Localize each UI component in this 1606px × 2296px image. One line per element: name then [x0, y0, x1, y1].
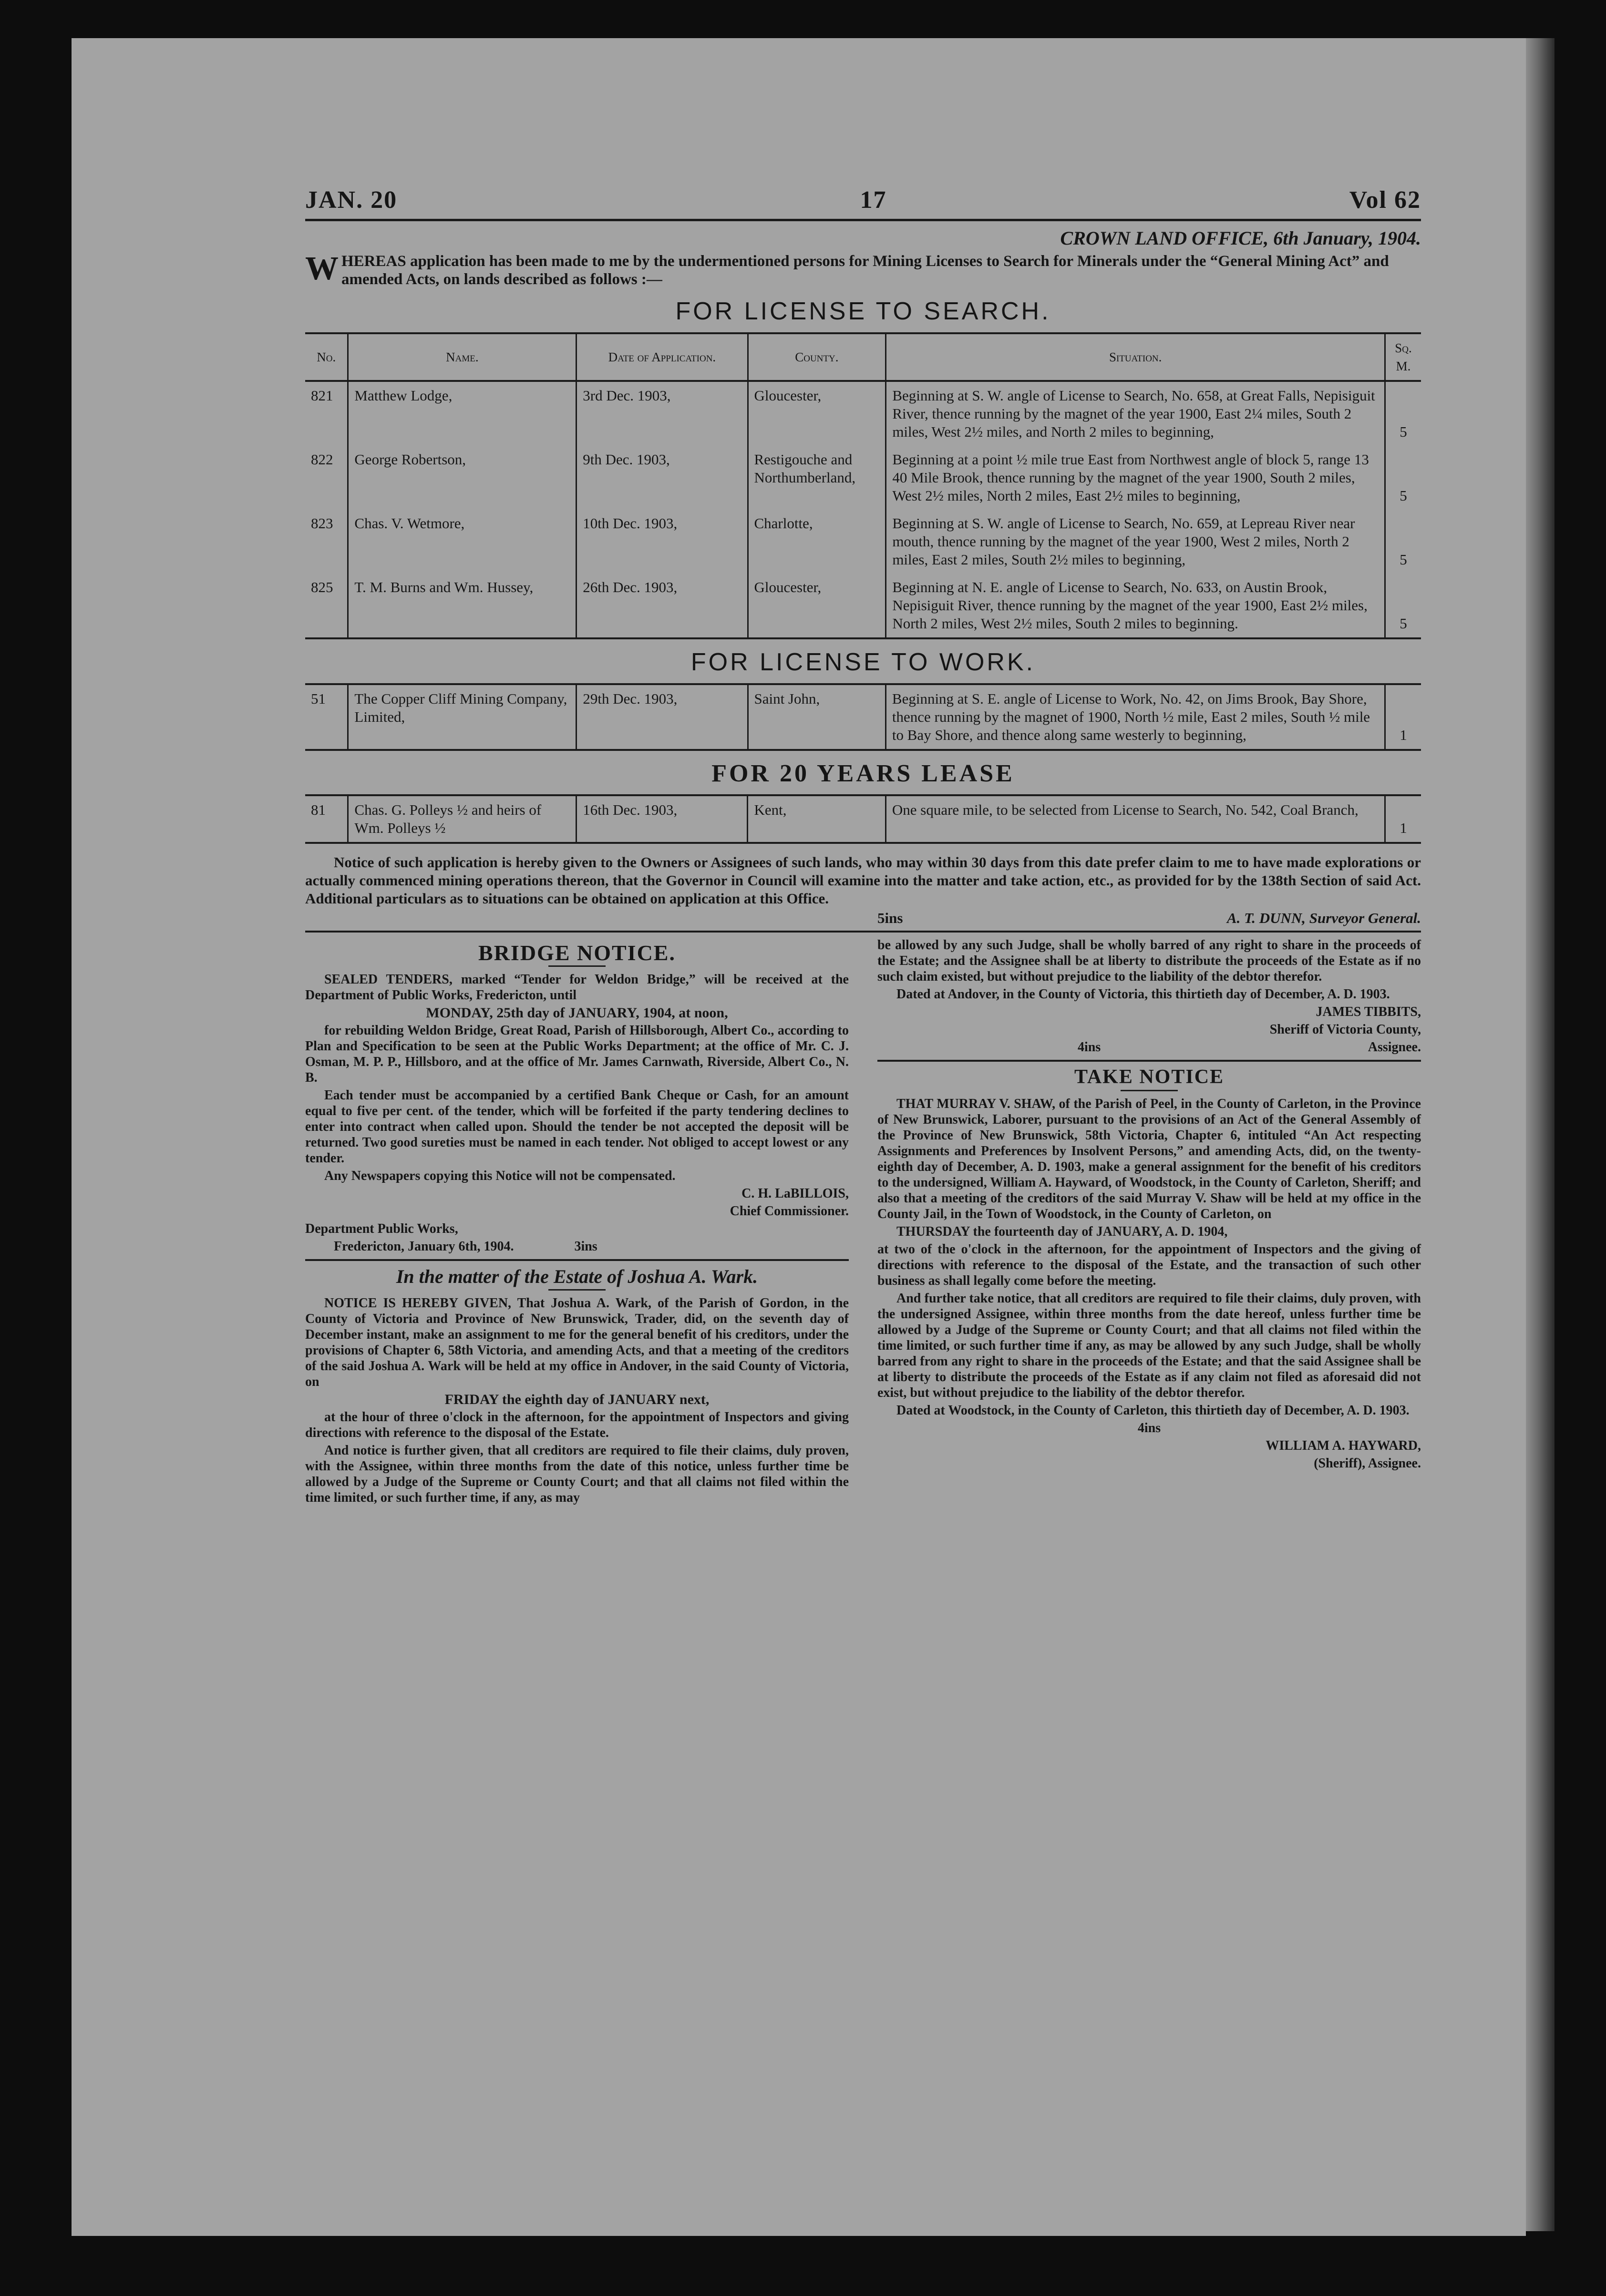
wark-p4: And notice is further given, that all creditors are required to file their claims, duly proven, with the Assignee, within three months from the date of this notice, unless further time be allowed by a Judge of the Supreme or County Court; and that all claims not filed within the time limited, or such further time, if any, as may: [305, 1443, 849, 1505]
page-edge: [1526, 38, 1555, 2231]
divider: [548, 965, 606, 967]
wark-p5: be allowed by any such Judge, shall be wholly barred of any right to share in the proceeds of the Estate; and the Assignee shall be at liberty to distribute the proceeds of the Estate as if no such claim existed, but without prejudice to the liability of the debtor therefor.: [877, 938, 1421, 984]
whereas-text: HEREAS application has been made to me by the undermentioned persons for Mining Licenses to Search for Minerals under the “General Mining Act” and amended Acts, on lands described as follows :—: [341, 253, 1389, 288]
row-sqm: 1: [1385, 795, 1421, 843]
notice-footer: [305, 910, 1421, 933]
wark-p1: NOTICE IS HEREBY GIVEN, That Joshua A. Wark, of the Parish of Gordon, in the County of Victoria and Province of New Brunswick, Trader, did, on the seventh day of December instant, make an assignment to me for the general benefit of his creditors, under the provisions of Chapter 6, 58th Victoria, and amending Acts, and that a meeting of the creditors of the said Joshua A. Wark will be held at my office in Andover, in the said County of Victoria, on: [305, 1296, 849, 1389]
col-date: Date of Application.: [577, 333, 748, 381]
divider: [1121, 1090, 1178, 1091]
col-county: County.: [748, 333, 886, 381]
row-name: T. M. Burns and Wm. Hussey,: [348, 574, 577, 638]
row-name: Chas. G. Polleys ½ and heirs of Wm. Polleys ½: [348, 795, 577, 843]
take-p4: And further take notice, that all creditors are required to file their claims, duly proven, with the undersigned Assignee, within three months from the date hereof, unless further time be allowed by a Judge of the Supreme or County Court; and that all claims not filed within the time limited, or such further time if any, as may be allowed by any such Judge, shall be wholly barred from any right to share in the proceeds of the Estate; and that the said Assignee shall be at liberty to distribute the proceeds of the Estate as if any claim not filed as aforesaid did not exist, but without prejudice to the liability of the debtor therefor.: [877, 1291, 1421, 1400]
application-notice: Notice of such application is hereby given to the Owners or Assignees of such lands, who may within 30 days from this date prefer claim to me to have made explorations or actually commenced mining operations thereon, that the Governor in Council will examine into the matter and take action, etc., as provided for by the 138th Section of said Act. Additional particulars as to situations can be obtained on application at this Office.: [305, 854, 1421, 907]
row-name: George Robertson,: [348, 446, 577, 510]
row-sqm: 5: [1385, 574, 1421, 638]
table-row: [305, 684, 1421, 750]
bridge-dept: Department Public Works,: [305, 1221, 458, 1236]
lease-section-title: FOR 20 YEARS LEASE: [711, 760, 1015, 787]
row-name: The Copper Cliff Mining Company, Limited,: [348, 684, 577, 750]
lease-table: [305, 794, 1421, 844]
wark-signer-role: Assignee.: [1368, 1040, 1421, 1055]
table-header-row: [305, 333, 1421, 381]
row-name: Matthew Lodge,: [348, 381, 577, 446]
row-date: 29th Dec. 1903,: [577, 684, 748, 750]
page-content: [305, 186, 1421, 1507]
divider: [305, 1259, 849, 1261]
row-sqm: 1: [1385, 684, 1421, 750]
office-dateline: CROWN LAND OFFICE, 6th January, 1904.: [1060, 227, 1421, 249]
row-situation: Beginning at S. E. angle of License to Work, No. 42, on Jims Brook, Bay Shore, thence running by the magnet of 1900, North ½ mile, East 2 miles, South ½ mile to Bay Shore, and thence along same westerly to beginning,: [885, 684, 1385, 750]
page-header: [305, 186, 1421, 221]
row-date: 10th Dec. 1903,: [577, 510, 748, 574]
row-situation: Beginning at a point ½ mile true East from Northwest angle of block 5, range 13 40 Mile Brook, thence running by the magnet of the year 1900, South 2 miles, West 2½ miles, North 2 miles, East 2½ miles to beginning,: [886, 446, 1385, 510]
row-no: 81: [311, 801, 326, 818]
work-section-title: FOR LICENSE TO WORK.: [690, 648, 1036, 676]
row-date: 16th Dec. 1903,: [577, 795, 748, 843]
drop-cap: W: [305, 250, 339, 287]
issue-date: JAN. 20: [305, 186, 398, 214]
notice-ins: 5ins: [877, 910, 903, 926]
take-signer: WILLIAM A. HAYWARD,: [1266, 1438, 1421, 1453]
row-county: Kent,: [748, 795, 885, 843]
bridge-p4: Each tender must be accompanied by a certified Bank Cheque or Cash, for an amount equal to five per cent. of the tender, which will be forfeited if the party tendering declines to enter into contract when called upon. Should the tender be not accepted the deposit will be returned. Two good sureties must be named in each tender. Not obliged to accept lowest or any tender.: [305, 1088, 849, 1166]
right-column: [877, 937, 1421, 1507]
bridge-ins: 3ins: [574, 1239, 597, 1254]
search-section-title: FOR LICENSE TO SEARCH.: [675, 297, 1051, 325]
whereas-paragraph: [305, 252, 1421, 288]
bridge-p3: for rebuilding Weldon Bridge, Great Road, Parish of Hillsborough, Albert Co., according to Plan and Specification to be seen at the Public Works Department; at the office of Mr. C. J. Osman, M. P. P., Hillsboro, and at the office of Mr. James Carnwath, Riverside, Albert Co., N. B.: [305, 1023, 849, 1085]
page-number: 17: [860, 186, 887, 214]
row-sqm: 5: [1385, 381, 1421, 446]
table-row: [305, 446, 1421, 510]
row-situation: Beginning at S. W. angle of License to Search, No. 659, at Lepreau River near mouth, thence running by the magnet of the year 1900, West 2 miles, North 2 miles, East 2 miles, South 2½ miles to beginning,: [886, 510, 1385, 574]
row-county: Charlotte,: [748, 510, 886, 574]
table-row: [305, 795, 1421, 843]
take-ins: 4ins: [1137, 1421, 1161, 1435]
row-no: 823: [311, 515, 333, 532]
take-p3: at two of the o'clock in the afternoon, for the appointment of Inspectors and the giving of directions with reference to the disposal of the Estate, and the transaction of such other business as shall legally come before the meeting.: [877, 1242, 1421, 1288]
wark-footer: [877, 1039, 1421, 1055]
bridge-signer-title: Chief Commissioner.: [730, 1204, 849, 1219]
row-situation: Beginning at S. W. angle of License to Search, No. 658, at Great Falls, Nepisiguit River, thence running by the magnet of the year 1900, East 2¼ miles, South 2 miles, West 2½ miles, and North 2 miles to beginning,: [886, 381, 1385, 446]
row-no: 822: [311, 451, 333, 468]
col-situation: Situation.: [886, 333, 1385, 381]
row-situation: Beginning at N. E. angle of License to Search, No. 633, on Austin Brook, Nepisiguit River, thence running by the magnet of the year 1900, East 2½ miles, North 2 miles, West 2½ miles, South 2 miles to beginning.: [886, 574, 1385, 638]
bridge-date: MONDAY, 25th day of JANUARY, 1904, at noon,: [426, 1005, 728, 1021]
table-row: [305, 381, 1421, 446]
row-sqm: 5: [1385, 510, 1421, 574]
take-notice-title: TAKE NOTICE: [1074, 1066, 1225, 1088]
table-row: [305, 574, 1421, 638]
wark-meeting-date: FRIDAY the eighth day of JANUARY next,: [444, 1392, 710, 1407]
bridge-signer: C. H. LaBILLOIS,: [741, 1186, 849, 1201]
wark-p6: Dated at Andover, in the County of Victoria, this thirtieth day of December, A. D. 1903.: [896, 987, 1390, 1002]
wark-p3: at the hour of three o'clock in the afternoon, for the appointment of Inspectors and giving directions with reference to the disposal of the Estate.: [305, 1410, 849, 1440]
notices-columns: [305, 937, 1421, 1507]
wark-signer-title: Sheriff of Victoria County,: [1269, 1022, 1421, 1037]
col-name: Name.: [348, 333, 577, 381]
col-no: No.: [305, 333, 348, 381]
take-meeting-date: THURSDAY the fourteenth day of JANUARY, A. D. 1904,: [896, 1224, 1228, 1239]
wark-title: In the matter of the Estate of Joshua A. Wark.: [396, 1266, 758, 1287]
left-column: [305, 937, 849, 1507]
work-license-table: [305, 683, 1421, 751]
row-county: Gloucester,: [748, 381, 886, 446]
notice-signature: A. T. DUNN, Surveyor General.: [1226, 910, 1421, 926]
bridge-dept-date: [305, 1239, 849, 1254]
row-no: 821: [311, 387, 333, 404]
row-name: Chas. V. Wetmore,: [348, 510, 577, 574]
row-date: 3rd Dec. 1903,: [577, 381, 748, 446]
take-p5: Dated at Woodstock, in the County of Carleton, this thirtieth day of December, A. D. 1903.: [896, 1403, 1410, 1418]
wark-ins: 4ins: [1078, 1040, 1101, 1055]
row-sqm: 5: [1385, 446, 1421, 510]
volume-number: Vol 62: [1349, 186, 1421, 214]
bridge-p1: SEALED TENDERS, marked “Tender for Weldon Bridge,” will be received at the Department of Public Works, Fredericton, until: [305, 972, 849, 1003]
bridge-p5: Any Newspapers copying this Notice will not be compensated.: [324, 1168, 676, 1183]
search-license-table: [305, 332, 1421, 639]
bridge-notice-title: BRIDGE NOTICE.: [478, 941, 676, 965]
row-county: Restigouche and Northumberland,: [748, 446, 886, 510]
take-signer-title: (Sheriff), Assignee.: [1314, 1456, 1421, 1471]
bridge-dept-date-text: Fredericton, January 6th, 1904.: [334, 1239, 514, 1254]
row-county: Gloucester,: [748, 574, 886, 638]
wark-signer: JAMES TIBBITS,: [1316, 1004, 1421, 1019]
row-county: Saint John,: [748, 684, 885, 750]
divider: [548, 1289, 606, 1291]
take-p1: THAT MURRAY V. SHAW, of the Parish of Peel, in the County of Carleton, in the Province of New Brunswick, Laborer, pursuant to the provisions of an Act of the General Assembly of the Province of New Brunswick, 58th Victoria, Chapter 6, intituled “An Act respecting Assignments and Preferences by Insolvent Persons,” and amending Acts, did, on the twenty-eighth day of December, A. D. 1903, make a general assignment for the benefit of his creditors to the undersigned, William A. Hayward, of Woodstock, in the County of Carleton, Sheriff; and also that a meeting of the creditors of the said Murray V. Shaw will be held at my office in the County Jail, in the Town of Woodstock, in the County of Carleton, on: [877, 1097, 1421, 1221]
row-date: 9th Dec. 1903,: [577, 446, 748, 510]
row-no: 825: [311, 579, 333, 595]
table-row: [305, 510, 1421, 574]
col-sqm: Sq. M.: [1385, 333, 1421, 381]
row-date: 26th Dec. 1903,: [577, 574, 748, 638]
row-no: 51: [311, 690, 326, 707]
divider: [877, 1060, 1421, 1062]
row-situation: One square mile, to be selected from License to Search, No. 542, Coal Branch,: [885, 795, 1385, 843]
